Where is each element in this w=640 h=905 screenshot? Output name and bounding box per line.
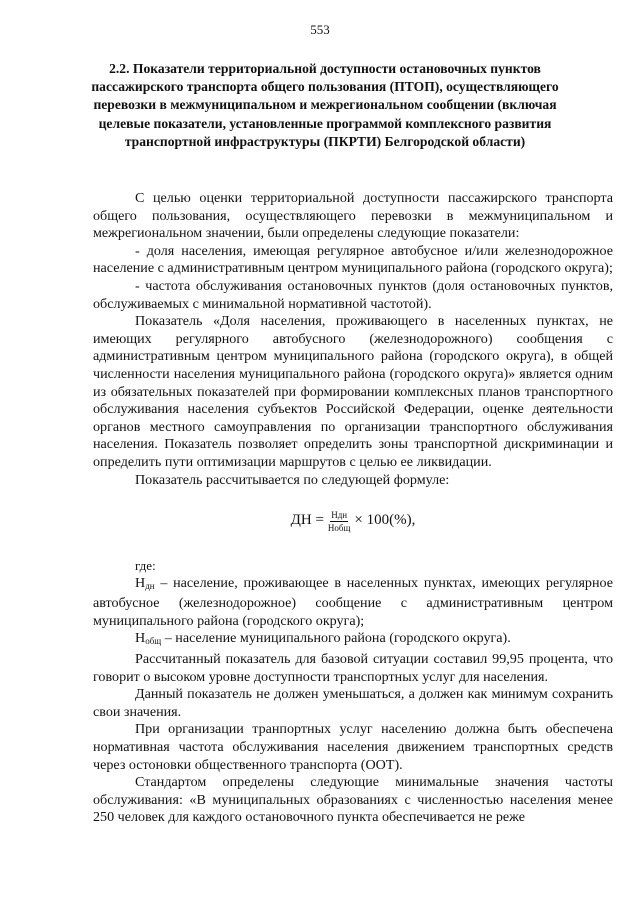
list-item: - частота обслуживания остановочных пунктов (доля остановочных пунктов, обслуживаемых с минимальной нормативной частотой). xyxy=(93,277,613,312)
paragraph: Стандартом определены следующие минимальные значения частоты обслуживания: «В муниципальных образованиях с численностью населения менее 250 человек для каждого остановочного пункта обеспечивается не реже xyxy=(93,774,613,826)
paragraph: Рассчитанный показатель для базовой ситуации составил 99,95 процента, что говорит о высоком уровне доступности транспортных услуг для населения. xyxy=(93,651,613,685)
formula-fraction xyxy=(328,510,351,533)
definition-subscript: дн xyxy=(145,580,155,591)
definition-item xyxy=(93,575,613,631)
definition-text: – население, проживающее в населенных пунктах, имеющих регулярное автобусное (железнодорожное) сообщение с административным центром муниципального района (городского округа); xyxy=(93,574,613,629)
formula-numerator: Ндн xyxy=(331,509,348,520)
document-body xyxy=(93,190,613,827)
section-heading: 2.2. Показатели территориальной доступности остановочных пунктов пассажирского транспорта общего пользования (ПТОП), осуществляющего перевозки в межмуниципальном и межрегиональном сообщении (включая целевые показатели, установленные программой комплексного развития транспортной инфраструктуры (ПКРТИ) Белгородской области) xyxy=(91,61,559,149)
paragraph: С целью оценки территориальной доступности пассажирского транспорта общего пользования, осуществляющего перевозки в межмуниципальном и межрегиональном значении, были определены следующие показатели: xyxy=(93,190,613,242)
definition-text: – население муниципального района (городского округа). xyxy=(161,630,511,647)
paragraph: Показатель «Доля населения, проживающего в населенных пунктах, не имеющих регулярного автобусного (железнодорожного) сообщения с административным центром муниципального района (городского округа), в общей численности населения муниципального района (городского округа)» является одним из обязательных показателей при формировании комплексных планов транспортного обслуживания населения субъектов Российской Федерации, оценке деятельности органов местного самоуправления по организации транспортного обслуживания населения. Показатель позволяет определить зоны транспортной дискриминации и определить пути оптимизации маршрутов с целью ее ликвидации. xyxy=(93,313,613,470)
definition-symbol: Н xyxy=(135,574,146,591)
paragraph: Показатель рассчитывается по следующей формуле: xyxy=(135,471,450,488)
definition-symbol: Н xyxy=(135,630,146,647)
page-number: 553 xyxy=(310,22,330,37)
formula-lhs: ДН = xyxy=(290,512,324,529)
paragraph: При организации транпортных услуг населению должна быть обеспечена нормативная частота обслуживания населения движением транспортных средств через остоновки общественного транспорта (ООТ). xyxy=(93,721,613,773)
list-item: - доля населения, имеющая регулярное автобусное и/или железнодорожное население с административным центром муниципального района (городского округа); xyxy=(93,242,613,277)
formula-denominator: Нобщ xyxy=(327,522,351,533)
definition-subscript: общ xyxy=(145,636,162,647)
where-label: где: xyxy=(135,558,156,574)
formula-rhs: × 100(%), xyxy=(354,512,416,529)
paragraph: Данный показатель не должен уменьшаться, а должен как минимум сохранить свои значения. xyxy=(93,686,613,720)
definition-item xyxy=(93,630,613,651)
formula xyxy=(93,493,613,549)
